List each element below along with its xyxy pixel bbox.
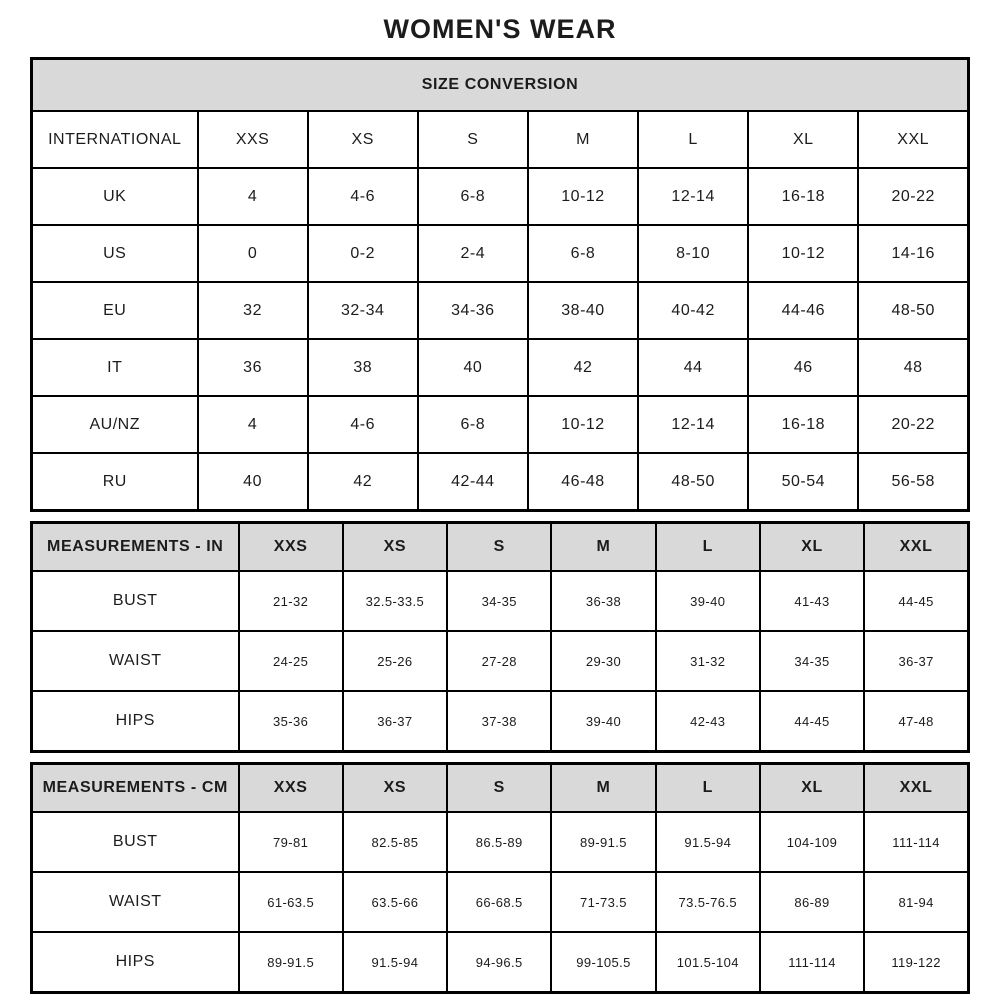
table-row-us xyxy=(32,225,969,282)
table-row-bust-in xyxy=(32,571,969,631)
cell: 39-40 xyxy=(551,691,655,752)
table-row-waist-in xyxy=(32,631,969,691)
cell: 101.5-104 xyxy=(656,932,760,993)
row-label: HIPS xyxy=(32,691,239,752)
cell: 47-48 xyxy=(864,691,968,752)
table-row-eu xyxy=(32,282,969,339)
size-col-header: L xyxy=(656,764,760,813)
cell: 8-10 xyxy=(638,225,748,282)
cell: 44 xyxy=(638,339,748,396)
cell: 104-109 xyxy=(760,812,864,872)
cell: 40-42 xyxy=(638,282,748,339)
table-row-aunz xyxy=(32,396,969,453)
cell: 29-30 xyxy=(551,631,655,691)
size-col-header: XXL xyxy=(858,111,968,168)
cell: 12-14 xyxy=(638,396,748,453)
cell: 16-18 xyxy=(748,168,858,225)
cell: 48-50 xyxy=(638,453,748,511)
table-row-bust-cm xyxy=(32,812,969,872)
cell: 20-22 xyxy=(858,168,968,225)
cell: 36-37 xyxy=(343,691,447,752)
cell: 6-8 xyxy=(418,396,528,453)
size-col-header: XL xyxy=(760,764,864,813)
cell: 4-6 xyxy=(308,168,418,225)
row-label: WAIST xyxy=(32,872,239,932)
row-label: BUST xyxy=(32,571,239,631)
cell: 56-58 xyxy=(858,453,968,511)
row-label: EU xyxy=(32,282,198,339)
measurements-in-header: MEASUREMENTS - IN xyxy=(32,523,239,572)
cell: 24-25 xyxy=(239,631,343,691)
cell: 44-46 xyxy=(748,282,858,339)
row-label: IT xyxy=(32,339,198,396)
cell: 91.5-94 xyxy=(343,932,447,993)
cell: 46-48 xyxy=(528,453,638,511)
size-col-header: XL xyxy=(760,523,864,572)
cell: 36 xyxy=(198,339,308,396)
size-col-header: XXS xyxy=(198,111,308,168)
cell: 81-94 xyxy=(864,872,968,932)
measurements-in-table xyxy=(30,521,970,753)
page-title: WOMEN'S WEAR xyxy=(383,14,617,44)
size-col-header: XL xyxy=(748,111,858,168)
cell: 46 xyxy=(748,339,858,396)
cell: 40 xyxy=(198,453,308,511)
cell: 35-36 xyxy=(239,691,343,752)
cell: 66-68.5 xyxy=(447,872,551,932)
cell: 40 xyxy=(418,339,528,396)
cell: 6-8 xyxy=(418,168,528,225)
cell: 41-43 xyxy=(760,571,864,631)
row-label: HIPS xyxy=(32,932,239,993)
size-col-header: XXL xyxy=(864,764,968,813)
size-col-header: S xyxy=(447,523,551,572)
cell: 94-96.5 xyxy=(447,932,551,993)
size-conversion-header: SIZE CONVERSION xyxy=(32,59,969,112)
cell: 42 xyxy=(528,339,638,396)
cell: 27-28 xyxy=(447,631,551,691)
cell: 37-38 xyxy=(447,691,551,752)
size-col-header: L xyxy=(656,523,760,572)
cell: 20-22 xyxy=(858,396,968,453)
table-row-uk xyxy=(32,168,969,225)
cell: 48 xyxy=(858,339,968,396)
cell: 36-38 xyxy=(551,571,655,631)
cell: 42 xyxy=(308,453,418,511)
cell: 36-37 xyxy=(864,631,968,691)
size-col-header: S xyxy=(447,764,551,813)
row-label: AU/NZ xyxy=(32,396,198,453)
size-col-header: M xyxy=(551,764,655,813)
cell: 4 xyxy=(198,396,308,453)
cell: 63.5-66 xyxy=(343,872,447,932)
row-label: US xyxy=(32,225,198,282)
cell: 34-35 xyxy=(447,571,551,631)
cell: 14-16 xyxy=(858,225,968,282)
table-row-waist-cm xyxy=(32,872,969,932)
cell: 32-34 xyxy=(308,282,418,339)
measurements-cm-table xyxy=(30,762,970,994)
cell: 61-63.5 xyxy=(239,872,343,932)
cell: 89-91.5 xyxy=(551,812,655,872)
cell: 32 xyxy=(198,282,308,339)
row-label: RU xyxy=(32,453,198,511)
cell: 44-45 xyxy=(760,691,864,752)
cell: 38 xyxy=(308,339,418,396)
cell: 0 xyxy=(198,225,308,282)
cell: 10-12 xyxy=(528,396,638,453)
size-col-header: L xyxy=(638,111,748,168)
cell: 79-81 xyxy=(239,812,343,872)
international-header-cell: INTERNATIONAL xyxy=(32,111,198,168)
cell: 86.5-89 xyxy=(447,812,551,872)
table-row-ru xyxy=(32,453,969,511)
size-conversion-table xyxy=(30,57,970,512)
cell: 32.5-33.5 xyxy=(343,571,447,631)
cell: 119-122 xyxy=(864,932,968,993)
cell: 111-114 xyxy=(760,932,864,993)
cell: 21-32 xyxy=(239,571,343,631)
size-col-header: S xyxy=(418,111,528,168)
cell: 111-114 xyxy=(864,812,968,872)
cell: 86-89 xyxy=(760,872,864,932)
size-col-header: XS xyxy=(343,523,447,572)
cell: 25-26 xyxy=(343,631,447,691)
row-label: UK xyxy=(32,168,198,225)
cell: 44-45 xyxy=(864,571,968,631)
cell: 4 xyxy=(198,168,308,225)
cell: 99-105.5 xyxy=(551,932,655,993)
cell: 48-50 xyxy=(858,282,968,339)
size-chart-page xyxy=(30,0,970,994)
cell: 6-8 xyxy=(528,225,638,282)
cell: 2-4 xyxy=(418,225,528,282)
size-col-header: XXS xyxy=(239,523,343,572)
cell: 91.5-94 xyxy=(656,812,760,872)
cell: 42-43 xyxy=(656,691,760,752)
size-col-header: XXL xyxy=(864,523,968,572)
size-col-header: XS xyxy=(308,111,418,168)
cell: 34-35 xyxy=(760,631,864,691)
cell: 16-18 xyxy=(748,396,858,453)
cell: 73.5-76.5 xyxy=(656,872,760,932)
cell: 82.5-85 xyxy=(343,812,447,872)
size-col-header: XS xyxy=(343,764,447,813)
cell: 0-2 xyxy=(308,225,418,282)
row-label: WAIST xyxy=(32,631,239,691)
cell: 4-6 xyxy=(308,396,418,453)
cell: 71-73.5 xyxy=(551,872,655,932)
cell: 34-36 xyxy=(418,282,528,339)
row-label: BUST xyxy=(32,812,239,872)
cell: 89-91.5 xyxy=(239,932,343,993)
cell: 12-14 xyxy=(638,168,748,225)
cell: 42-44 xyxy=(418,453,528,511)
size-col-header: XXS xyxy=(239,764,343,813)
table-row-hips-cm xyxy=(32,932,969,993)
cell: 10-12 xyxy=(748,225,858,282)
cell: 38-40 xyxy=(528,282,638,339)
size-col-header: M xyxy=(551,523,655,572)
size-col-header: M xyxy=(528,111,638,168)
cell: 31-32 xyxy=(656,631,760,691)
cell: 39-40 xyxy=(656,571,760,631)
table-row-hips-in xyxy=(32,691,969,752)
measurements-cm-header: MEASUREMENTS - CM xyxy=(32,764,239,813)
table-row-it xyxy=(32,339,969,396)
cell: 10-12 xyxy=(528,168,638,225)
cell: 50-54 xyxy=(748,453,858,511)
